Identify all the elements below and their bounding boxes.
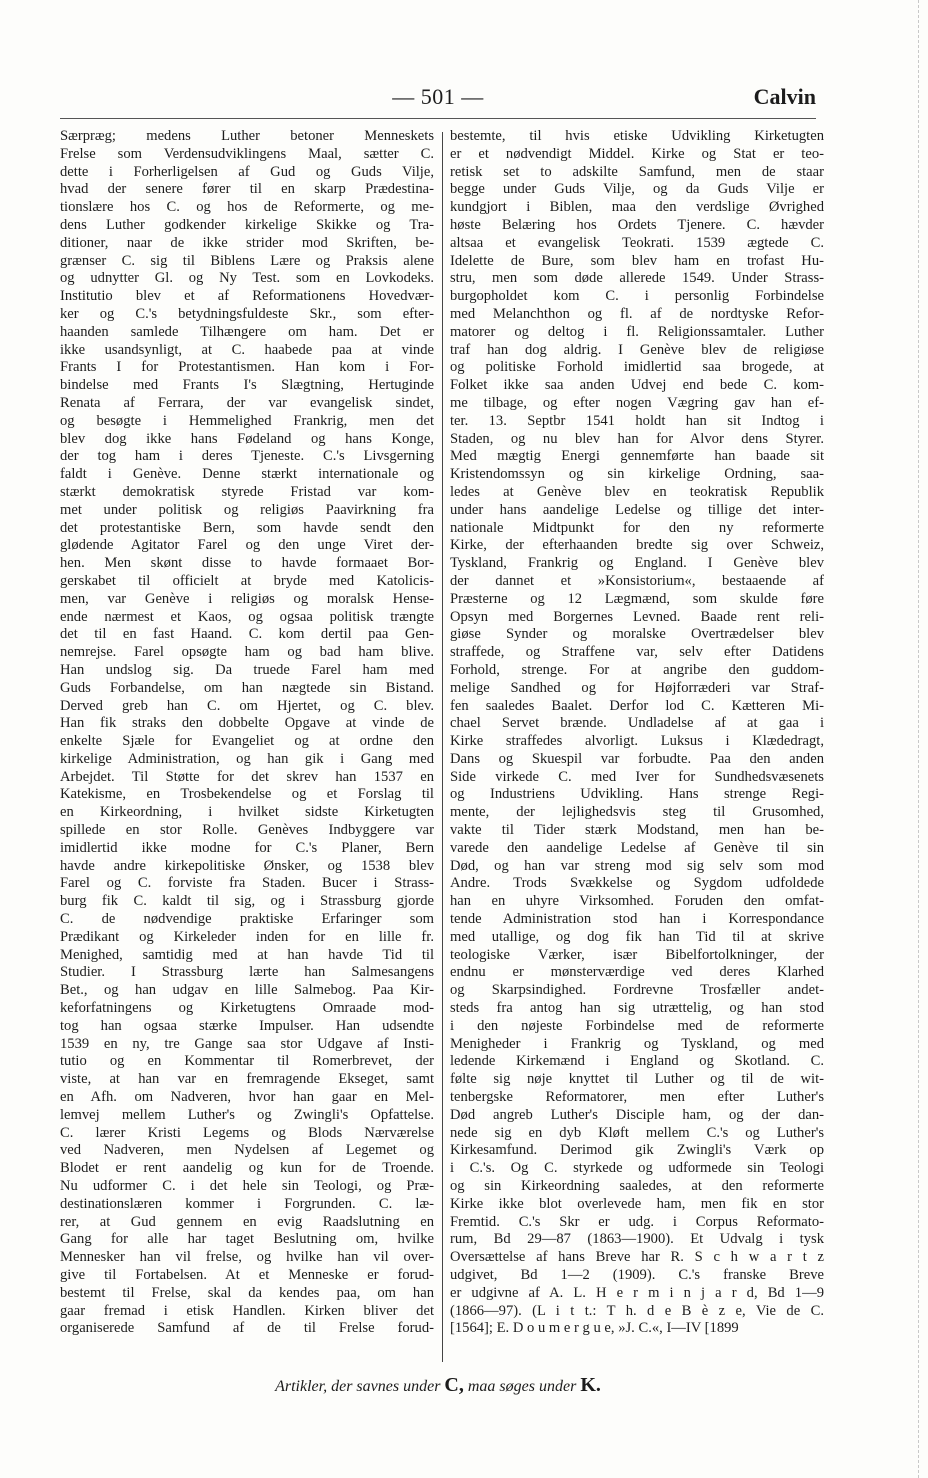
text-line: der tog ham i deres Tjeneste. C.'s Livsgerning (60, 448, 434, 465)
text-line: og sin Kirkeordning saaledes, at den reformerte (450, 1178, 824, 1195)
text-line: nemrejse. Farel opsøgte ham og bad ham blive. (60, 644, 434, 661)
text-line: Særpræg; medens Luther betoner Menneskets (60, 128, 434, 144)
text-line: og besøgte i Hemmelighed Frankrig, men det (60, 412, 434, 429)
text-line: og politiske Forhold imidlertid saa brogede, at (450, 359, 824, 376)
text-line: giøse Synder og moralske Overtrædelser blev (450, 626, 824, 643)
text-line: melige Sandhed og for Højforræderi var Straf- (450, 679, 824, 696)
text-line: tutio og en Kommentar til Romerbrevet, der (60, 1053, 434, 1070)
text-line: Kirke, der efterhaanden bredte sig over Schweiz, (450, 537, 824, 554)
text-line: tenbergske Reformatorer, men efter Luther's (450, 1089, 824, 1106)
text-line: Idelette de Bure, som blev ham en trofast Hu- (450, 252, 824, 269)
text-line: Menighed, samtidig med at han havde Tid til (60, 946, 434, 963)
text-line: Oversættelse af hans Breve har R. S c h w a r t z (450, 1249, 824, 1266)
text-line: glødende Agitator Farel og den unge Viret der- (60, 537, 434, 554)
text-line: C. lærer Kristi Legems og Blods Nærværelse (60, 1124, 434, 1141)
text-line: Arbejdet. Til Støtte for det skrev han 1537 en (60, 768, 434, 785)
text-line: destinationslæren kommer i Forgrunden. C. læ- (60, 1195, 434, 1212)
text-line: chael Servet brænde. Undladelse af at gaa i (450, 715, 824, 732)
text-line: Død angreb Luther's Disciple ham, og der dan- (450, 1106, 824, 1123)
text-line: Kristendomssyn og sin kirkelige Ordning, saa- (450, 466, 824, 483)
text-line: nationale Midtpunkt for den ny reformerte (450, 519, 824, 536)
running-head: Calvin (753, 84, 816, 109)
text-line: Blodet er rent aandelig og kun for de Troende. (60, 1160, 434, 1177)
text-line: blev dog ikke hans Fødeland og hans Konge, (60, 430, 434, 447)
text-line: imidlertid ikke modne for C.'s Planer, Bern (60, 839, 434, 856)
text-line: en Afh. om Nadveren, hvor han gaar en Mel- (60, 1089, 434, 1106)
text-line: ter. 13. Septbr 1541 holdt han sit Indtog i (450, 412, 824, 429)
text-line: Død, og han var streng mod sig selv som mod (450, 857, 824, 874)
footer-note (60, 1374, 816, 1397)
text-line: er udgivne af A. L. H e r m i n j a r d, Bd 1—9 (450, 1284, 824, 1301)
text-line: fen saaledes Baalet. Derfor lod C. Kætteren Mi- (450, 697, 824, 714)
text-line: Folket ikke saa anden Udvej end bede C. kom- (450, 377, 824, 394)
text-line: stærkt demokratisk styrede Fristad var kom- (60, 483, 434, 500)
text-line: burgopholdet kom C. i personlig Forbindelse (450, 288, 824, 305)
left-column (60, 128, 434, 1338)
text-line: Forhold, strenge. For at angribe den guddom- (450, 661, 824, 678)
page-header (60, 84, 816, 114)
text-line: gaar fremad i etisk Handlen. Kirken bliver det (60, 1302, 434, 1319)
text-line: dens Luther godkender kirkelige Skikke og Tra- (60, 216, 434, 233)
text-line: havde andre kirkepolitiske Ønsker, og 1538 blev (60, 857, 434, 874)
text-line: Mennesker han vil frelse, og hvilke han vil over- (60, 1249, 434, 1266)
text-line: med utallige, og dog fik han Tid til at skrive (450, 928, 824, 945)
text-line: lemvej mellem Luther's og Zwingli's Opfattelse. (60, 1106, 434, 1123)
text-line: en Kirkeordning, i hvilket sidste Kirketugten (60, 804, 434, 821)
text-line: bestemt til Frelse, skal da kendes paa, om han (60, 1284, 434, 1301)
text-line: traf han dog aldrig. I Genève blev de religiøse (450, 341, 824, 358)
text-line: teologiske Værker, især Bibelfortolkninger, der (450, 946, 824, 963)
header-rule (60, 118, 816, 119)
text-line: haanden samlede Tilhængere om ham. Det er (60, 323, 434, 340)
text-line: i den nøjeste Forbindelse med de reformerte (450, 1017, 824, 1034)
text-line: hvad der senere fører til en skarp Prædestina- (60, 181, 434, 198)
text-line: følte sig nøje knyttet til Luther og til de wit- (450, 1071, 824, 1088)
text-line: matorer og deltog i fl. Religionssamtaler. Luther (450, 323, 824, 340)
text-line: Renata af Ferrara, der var evangelisk sindet, (60, 394, 434, 411)
text-line: Dans og Skuespil var forbudte. Paa den anden (450, 750, 824, 767)
text-line: Kirke ikke blot overlevede ham, men fik en stor (450, 1195, 824, 1212)
text-line: spillede en stor Rolle. Genèves Indbyggere var (60, 822, 434, 839)
text-line: bindelse med Frants I's Slægtning, Hertuginde (60, 377, 434, 394)
text-line: rum, Bd 29—87 (1863—1900). Et Udvalg i tysk (450, 1231, 824, 1248)
text-columns (60, 128, 824, 1368)
text-line: me tilbage, og efter nogen Vægring gav han ef- (450, 394, 824, 411)
text-line: ledes at Genève blev en teokratisk Republik (450, 483, 824, 500)
text-line: er et nødvendigt Middel. Kirke og Stat er teo- (450, 145, 824, 162)
text-line: det protestantiske Bern, som havde sendt den (60, 519, 434, 536)
text-line: i C.'s. Og C. styrkede og udformede sin Teologi (450, 1160, 824, 1177)
scan-edge-line (918, 0, 919, 1478)
text-line: med Melanchthon og fl. af de nordtyske Refor- (450, 305, 824, 322)
text-line: retisk set to adskilte Samfund, men de staar (450, 163, 824, 180)
text-line: Derved greb han C. om Hjertet, og C. blev. (60, 697, 434, 714)
text-line: Kirkesamfund. Derimod gik Zwingli's Værk op (450, 1142, 824, 1159)
text-line: stru, men som døde allerede 1549. Under Strass- (450, 270, 824, 287)
text-line: rer, at Gud gennem en evig Raadslutning en (60, 1213, 434, 1230)
text-line: ikke usandsynligt, at C. haabede paa at vinde (60, 341, 434, 358)
text-line: og udnytter Gl. og Ny Test. som en Lovkodeks. (60, 270, 434, 287)
text-line: vakte til Tider stærk Modstand, men han be- (450, 822, 824, 839)
text-line: men, var Genève i religiøs og moralsk Hense- (60, 590, 434, 607)
text-line: og Industriens Udvikling. Hans strenge Regi- (450, 786, 824, 803)
text-line: Han fik straks den dobbelte Opgave at vinde de (60, 715, 434, 732)
text-line: ved Nadveren, men Nydelsen af Legemet og (60, 1142, 434, 1159)
text-line: tionslære hos C. og hos de Reformerte, og me- (60, 199, 434, 216)
text-line: endnu er mønsterværdige ved deres Klarhed (450, 964, 824, 981)
text-line: kundgjort i Biblen, maa den verdslige Øvrighed (450, 199, 824, 216)
text-line: steds fra antog han sig utrættelig, og han stod (450, 1000, 824, 1017)
text-line: Frelse som Verdensudviklingens Maal, sætter C. (60, 145, 434, 162)
text-line: tog han ogsaa stærke Impulser. Han udsendte (60, 1017, 434, 1034)
text-line: og Skarpsindighed. Fordrevne Trosfæller andet- (450, 982, 824, 999)
text-line: Guds Forbandelse, om han nægtede sin Bistand. (60, 679, 434, 696)
text-line: [1564]; E. D o u m e r g u e, »J. C.«, I—IV [1899 (450, 1320, 739, 1337)
text-line: dette i Forherligelsen af Gud og Guds Vilje, (60, 163, 434, 180)
text-line: Andre. Trods Svækkelse og Sygdom udfoldede (450, 875, 824, 892)
footer-middle: maa søges under (467, 1378, 577, 1395)
text-line: Farel og C. forviste fra Staden. Bucer i Strass- (60, 875, 434, 892)
text-line: met under politisk og religiøs Paavirkning fra (60, 501, 434, 518)
text-line: Præsterne og 12 Lægmænd, som skulde føre (450, 590, 824, 607)
text-line: kirkelige Administration, og han gik i Gang med (60, 750, 434, 767)
text-line: udgivet, Bd 1—2 (1909). C.'s franske Breve (450, 1267, 824, 1283)
text-line: Han undslog sig. Da truede Farel ham med (60, 661, 434, 678)
text-line: enkelte Sjæle for Evangeliet og at ordne den (60, 733, 434, 750)
text-line: tende Administration stod han i Korrespondance (450, 911, 824, 928)
text-line: Opsyn med Borgernes Levned. Baade rent reli- (450, 608, 824, 625)
text-line: hen. Men skønt disse to havde formaaet Bor- (60, 555, 434, 572)
text-line: han en uhyre Virksomhed. Foruden den omfat- (450, 893, 824, 910)
text-line: under hans aandelige Ledelse og tillige det inter- (450, 501, 824, 518)
text-line: Nu udformer C. i det hele sin Teologi, og Præ- (60, 1178, 434, 1195)
text-line: begge under Guds Vilje, og da Guds Vilje er (450, 181, 824, 198)
text-line: Frants I for Protestantismen. Han kom i For- (60, 359, 434, 376)
text-line: 1539 en ny, tre Gange saa stor Udgave af Insti- (60, 1035, 434, 1052)
text-line: ditioner, naar de ikke strider mod Skriften, be- (60, 234, 434, 251)
text-line: altsaa et evangelisk Teokrati. 1539 ægtede C. (450, 234, 824, 251)
text-line: Fremtid. C.'s Skr er udg. i Corpus Reformato- (450, 1213, 824, 1230)
text-line: bestemte, til hvis etiske Udvikling Kirketugten (450, 128, 824, 144)
text-line: keforfatningens og Kirketugtens Omraade mod- (60, 1000, 434, 1017)
text-line: ledende Kirkemænd i England og Skotland. C. (450, 1053, 824, 1070)
text-line: mente, der lejlighedsvis steg til Grusomhed, (450, 804, 824, 821)
text-line: faldt i Genève. Denne stærkt internationale og (60, 466, 434, 483)
text-line: Med mægtig Energi gennemførte han baade sit (450, 448, 824, 465)
text-line: Studier. I Strassburg lærte han Salmesangens (60, 964, 434, 981)
text-line: gerskabet til officielt at bryde med Katolicis- (60, 572, 434, 589)
text-line: det til en fast Haand. C. kom dertil paa Gen- (60, 626, 434, 643)
footer-letter-k: K. (580, 1374, 601, 1396)
text-line: give til Fortabelsen. At et Menneske er forud- (60, 1267, 434, 1283)
text-line: Gang for alle har taget Beslutning om, hvilke (60, 1231, 434, 1248)
text-line: Kirke straffedes alvorligt. Luksus i Klædedragt, (450, 733, 824, 750)
text-line: høste Belæring hos Ordets Tjenere. C. hævder (450, 216, 824, 233)
text-line: C. de nødvendige praktiske Erfaringer som (60, 911, 434, 928)
text-line: nede sig en dyb Kløft mellem C.'s og Luther's (450, 1124, 824, 1141)
right-column (450, 128, 824, 1338)
text-line: Side virkede C. med Iver for Sundhedsvæsenets (450, 768, 824, 785)
text-line: Katekisme, en Trosbekendelse og et Forslag til (60, 786, 434, 803)
text-line: Institutio blev et af Reformationens Hovedvær- (60, 288, 434, 305)
text-line: organiserede Samfund af de til Frelse forud- (60, 1320, 434, 1337)
text-line: Bet., og han udgav en lille Salmebog. Paa Kir- (60, 982, 434, 999)
text-line: ker og C.'s betydningsfuldeste Skr., som efter- (60, 305, 434, 322)
text-line: ende nærmest et Kaos, og ogsaa politisk trængte (60, 608, 434, 625)
footer-prefix: Artikler, der savnes under (275, 1378, 441, 1395)
text-line: der dannet et »Konsistorium«, bestaaende af (450, 572, 824, 589)
text-line: Tyskland, Frankrig og England. I Genève blev (450, 555, 824, 572)
text-line: viste, at han var en fremragende Ekseget, samt (60, 1071, 434, 1088)
text-line: Staden, og nu blev han for Alvor dens Styrer. (450, 430, 824, 447)
text-line: Prædikant og Kirkeleder inden for en lille fr. (60, 928, 434, 945)
text-line: grænser C. sig til Biblens Lære og Praksis alene (60, 252, 434, 269)
text-line: straffede, og Straffene var, selv efter Datidens (450, 644, 824, 661)
text-line: varede den aandelige Ledelse af Genève til sin (450, 839, 824, 856)
text-line: (1866—97). (L i t t.: T h. d e B è z e, Vie de C. (450, 1302, 824, 1319)
text-line: burg fik C. kaldt til sig, og i Strassburg gjorde (60, 893, 434, 910)
footer-letter-c: C, (444, 1374, 464, 1396)
page-number: — 501 — (392, 84, 484, 109)
text-line: Menigheder i Frankrig og Tyskland, og med (450, 1035, 824, 1052)
